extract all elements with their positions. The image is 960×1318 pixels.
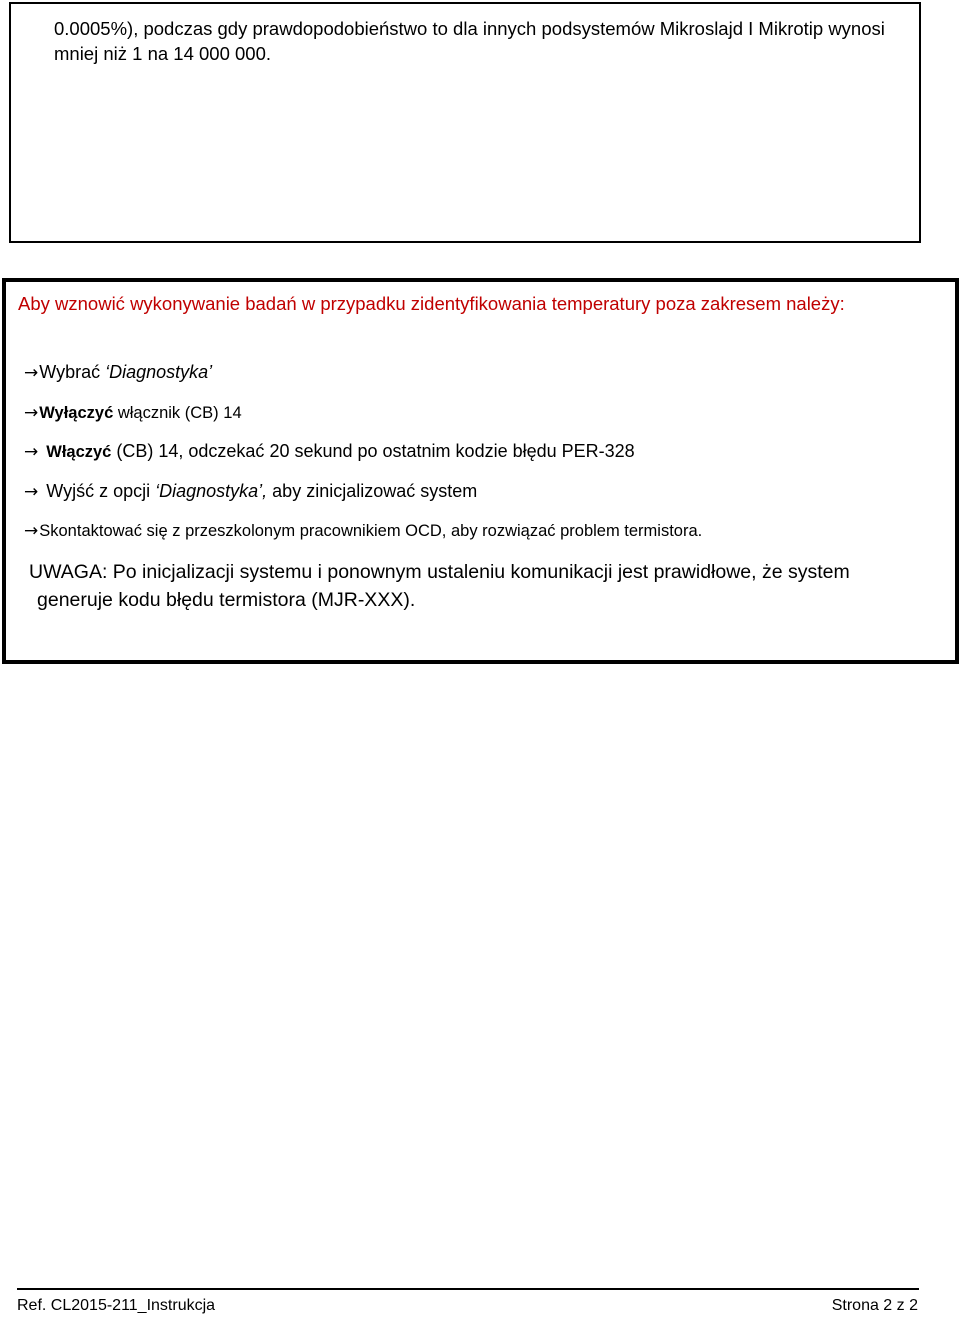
step-bold-text: Włączyć — [46, 443, 112, 461]
top-box-text: 0.0005%), podczas gdy prawdopodobieństwo to dla innych podsystemów Mikroslajd I Mikrotip wynosi mniej niż 1 na 14 000 000. — [54, 18, 885, 64]
step-switch-off — [24, 401, 242, 424]
step-text: Wyjść z opcji — [46, 481, 156, 501]
arrow-right-icon: → — [24, 482, 39, 502]
arrow-right-icon: → — [24, 403, 39, 423]
step-italic-text: ‘Diagnostyka’, — [155, 481, 268, 501]
instructions-heading: Aby wznowić wykonywanie badań w przypadku zidentyfikowania temperatury poza zakresem należy: — [18, 293, 845, 314]
arrow-right-icon: → — [24, 442, 39, 462]
step-italic-text: ‘Diagnostyka’ — [105, 362, 213, 382]
step-bold-text: Wyłączyć — [39, 404, 114, 422]
top-text-box — [9, 2, 921, 243]
step-select-diagnostics — [24, 361, 212, 384]
step-contact-ocd — [24, 520, 702, 542]
step-text: aby zinicjalizować system — [267, 481, 478, 501]
footer-page-number: Strona 2 z 2 — [831, 1297, 918, 1314]
step-exit-diagnostics — [24, 480, 477, 503]
step-text: Skontaktować się z przeszkolonym pracownikiem OCD, aby rozwiązać problem termistora. — [39, 522, 703, 540]
warning-note-line-1: UWAGA: Po inicjalizacji systemu i ponownym ustaleniu komunikacji jest prawidłowe, że system — [29, 561, 850, 583]
instructions-box — [2, 278, 959, 664]
arrow-right-icon: → — [24, 363, 39, 383]
arrow-right-icon: → — [24, 521, 39, 541]
step-text: (CB) 14, odczekać 20 sekund po ostatnim kodzie błędu PER-328 — [111, 441, 635, 461]
step-switch-on — [24, 440, 635, 463]
warning-note — [29, 558, 949, 614]
warning-note-line-2: generuje kodu błędu termistora (MJR-XXX). — [37, 589, 416, 611]
footer-reference: Ref. CL2015-211_Instrukcja — [17, 1297, 216, 1314]
step-text: włącznik (CB) 14 — [113, 404, 242, 422]
footer-divider — [17, 1288, 919, 1290]
step-text: Wybrać — [39, 362, 106, 382]
